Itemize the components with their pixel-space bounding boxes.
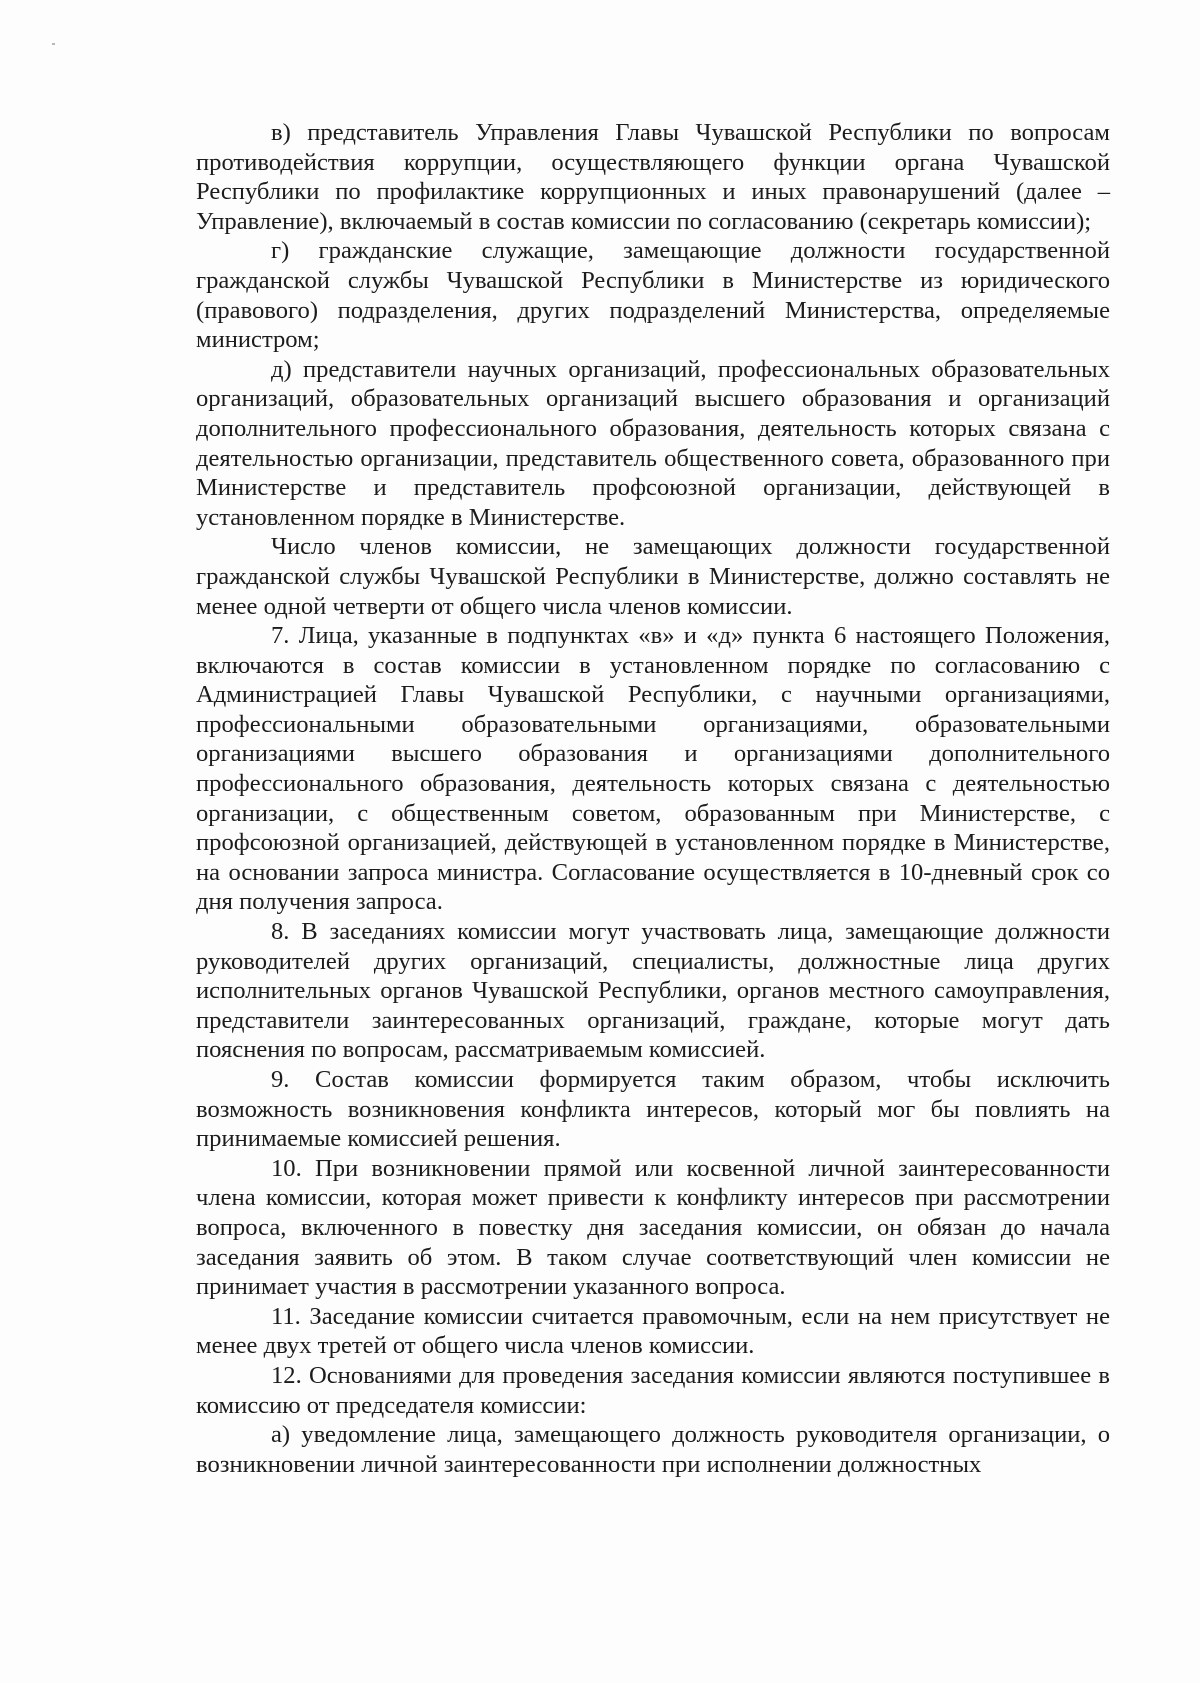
paragraph-member-count: Число членов комиссии, не замещающих должности государственной гражданской службы Чувашской Республики в Министерстве, должно составлять не менее одной четверти от общего числа членов комиссии. (196, 533, 1110, 620)
paragraph-g-civil-servants: г) гражданские служащие, замещающие должности государственной гражданской службы Чувашской Республики в Министерстве из юридического (правового) подразделения, других подразделений Министерства, определяемые министром; (196, 237, 1110, 354)
paragraph-item-12-a: а) уведомление лица, замещающего должность руководителя организации, о возникновении личной заинтересованности при исполнении должностных (196, 1421, 1110, 1478)
paragraph-v-representative: в) представитель Управления Главы Чувашской Республики по вопросам противодействия коррупции, осуществляющего функции органа Чувашской Республики по профилактике коррупционных и иных правонарушений (далее – Управление), включаемый в состав комиссии по согласованию (секретарь комиссии); (196, 119, 1110, 235)
paragraph-item-9: 9. Состав комиссии формируется таким образом, чтобы исключить возможность возникновения конфликта интересов, который мог бы повлиять на принимаемые комиссией решения. (196, 1066, 1110, 1153)
paragraph-item-8: 8. В заседаниях комиссии могут участвовать лица, замещающие должности руководителей других организаций, специалисты, должностные лица других исполнительных органов Чувашской Республики, органов местного самоуправления, представители заинтересованных организаций, граждане, которые могут дать пояснения по вопросам, рассматриваемым комиссией. (196, 918, 1110, 1064)
paragraph-item-7: 7. Лица, указанные в подпунктах «в» и «д» пункта 6 настоящего Положения, включаются в состав комиссии в установленном порядке по согласованию с Администрацией Главы Чувашской Республики, с научными организациями, профессиональными образовательными организациями, образовательными организациями высшего образования и организациями дополнительного профессионального образования, деятельность которых связана с деятельностью организации, с общественным советом, образованным при Министерстве, с профсоюзной организацией, действующей в установленном порядке в Министерстве, на основании запроса министра. Согласование осуществляется в 10-дневный срок со дня получения запроса. (196, 622, 1110, 916)
document-body (196, 118, 1110, 1479)
scan-speck (52, 43, 55, 45)
paragraph-item-11: 11. Заседание комиссии считается правомочным, если на нем присутствует не менее двух третей от общего числа членов комиссии. (196, 1302, 1110, 1360)
paragraph-item-12: 12. Основаниями для проведения заседания комиссии являются поступившее в комиссию от председателя комиссии: (196, 1361, 1110, 1419)
paragraph-d-organizations: д) представители научных организаций, профессиональных образовательных организаций, образовательных организаций высшего образования и организаций дополнительного профессионального образования, деятельность которых связана с деятельностью организации, представитель общественного совета, образованного при Министерстве и представитель профсоюзной организации, действующей в установленном порядке в Министерстве. (196, 355, 1110, 531)
paragraph-item-10: 10. При возникновении прямой или косвенной личной заинтересованности члена комиссии, которая может привести к конфликту интересов при рассмотрении вопроса, включенного в повестку дня заседания комиссии, он обязан до начала заседания заявить об этом. В таком случае соответствующий член комиссии не принимает участия в рассмотрении указанного вопроса. (196, 1154, 1110, 1301)
